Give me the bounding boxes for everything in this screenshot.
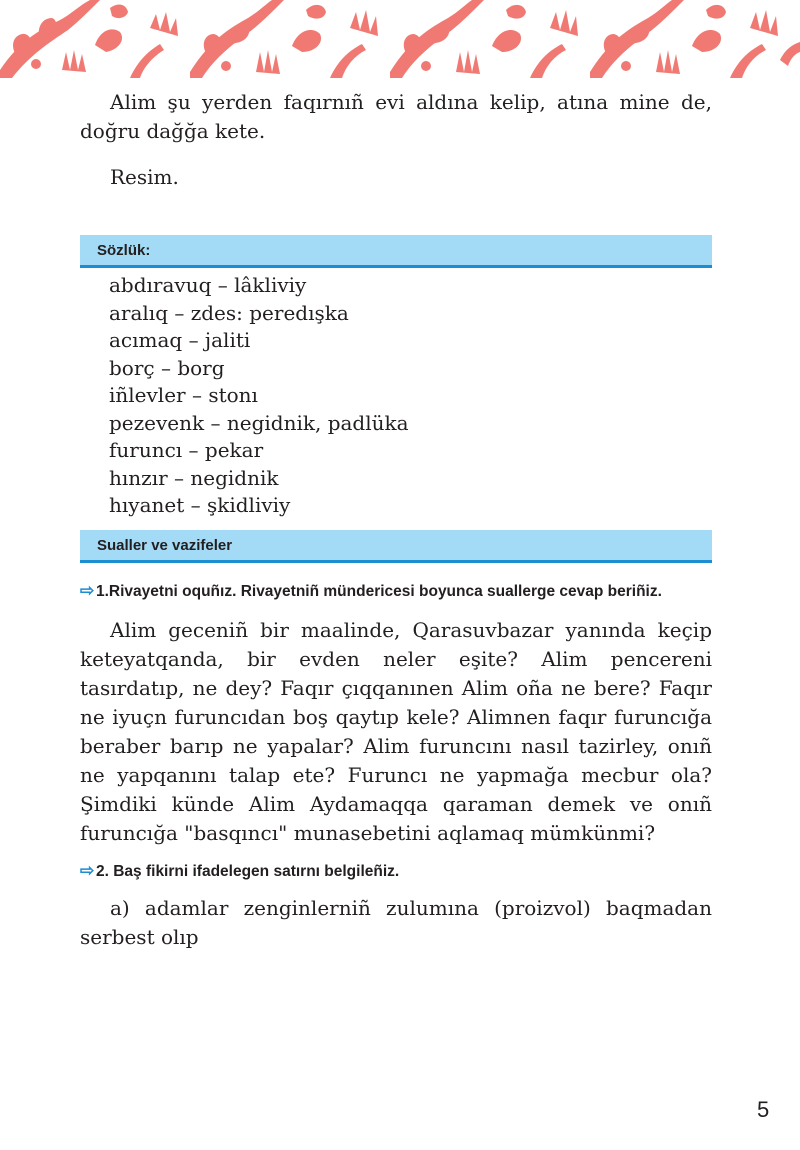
intro-paragraph: Alim şu yerden faqırnıñ evi aldına kelip, atına mine de, doğru dağğa kete. bbox=[80, 90, 712, 143]
dictionary-item: furuncı – pekar bbox=[109, 438, 264, 462]
task-1-text: 1.Rivayetni oquñız. Rivayetniñ mündericesi boyunca suallerge cevap beriñiz. bbox=[96, 582, 662, 600]
image-placeholder-label: Resim. bbox=[110, 165, 179, 189]
dictionary-item: hıyanet – şkidliviy bbox=[109, 493, 291, 517]
task-2-heading bbox=[80, 862, 712, 882]
dictionary-item: borç – borg bbox=[109, 355, 225, 380]
task-2-text: 2. Baş fikirni ifadelegen satırnı belgileñiz. bbox=[96, 862, 400, 880]
dictionary-item: pezevenk – negidnik, padlüka bbox=[109, 410, 409, 435]
dictionary-item: abdıravuq – lâkliviy bbox=[109, 273, 307, 297]
arrow-right-icon: ⇨ bbox=[80, 860, 95, 880]
dictionary-header: Sözlük: bbox=[80, 235, 712, 268]
page-number: 5 bbox=[757, 1097, 770, 1122]
task-1-paragraph: Alim geceniñ bir maalinde, Qarasuvbazar yanında keçip keteyatqanda, bir evden neler eşite? Alim pencereni tasırdatıp, ne dey? Faqır çıqqanınen Alim oña ne bere? Faqır ne iyuçn furuncıdan boş qaytıp kele? Alimnen faqır furuncığa beraber barıp ne yapalar? Alim furuncını nasıl tazirley, onıñ ne yapqanını talap ete? Furuncı ne yapmağa mecbur ola? Şimdiki künde Alim Aydamaqqa qaraman demek ve onıñ furuncığa "basqıncı" munasebetini aqlamaq mümkünmi? bbox=[80, 617, 712, 845]
dictionary-list bbox=[80, 272, 712, 520]
task-1-heading bbox=[80, 582, 712, 602]
task-2-paragraph: a) adamlar zenginlerniñ zulumına (proizvol) baqmadan serbest olıp bbox=[80, 895, 712, 949]
dictionary-item: iñlevler – stonı bbox=[109, 383, 258, 407]
page-content bbox=[80, 88, 712, 952]
questions-header: Sualler ve vazifeler bbox=[80, 530, 712, 563]
dictionary-item: aralıq – zdes: peredışka bbox=[109, 300, 349, 325]
dictionary-item: hınzır – negidnik bbox=[109, 465, 279, 490]
arrow-right-icon: ⇨ bbox=[80, 580, 95, 600]
decorative-ornament-border bbox=[0, 0, 800, 78]
dictionary-item: acımaq – jaliti bbox=[109, 328, 251, 352]
